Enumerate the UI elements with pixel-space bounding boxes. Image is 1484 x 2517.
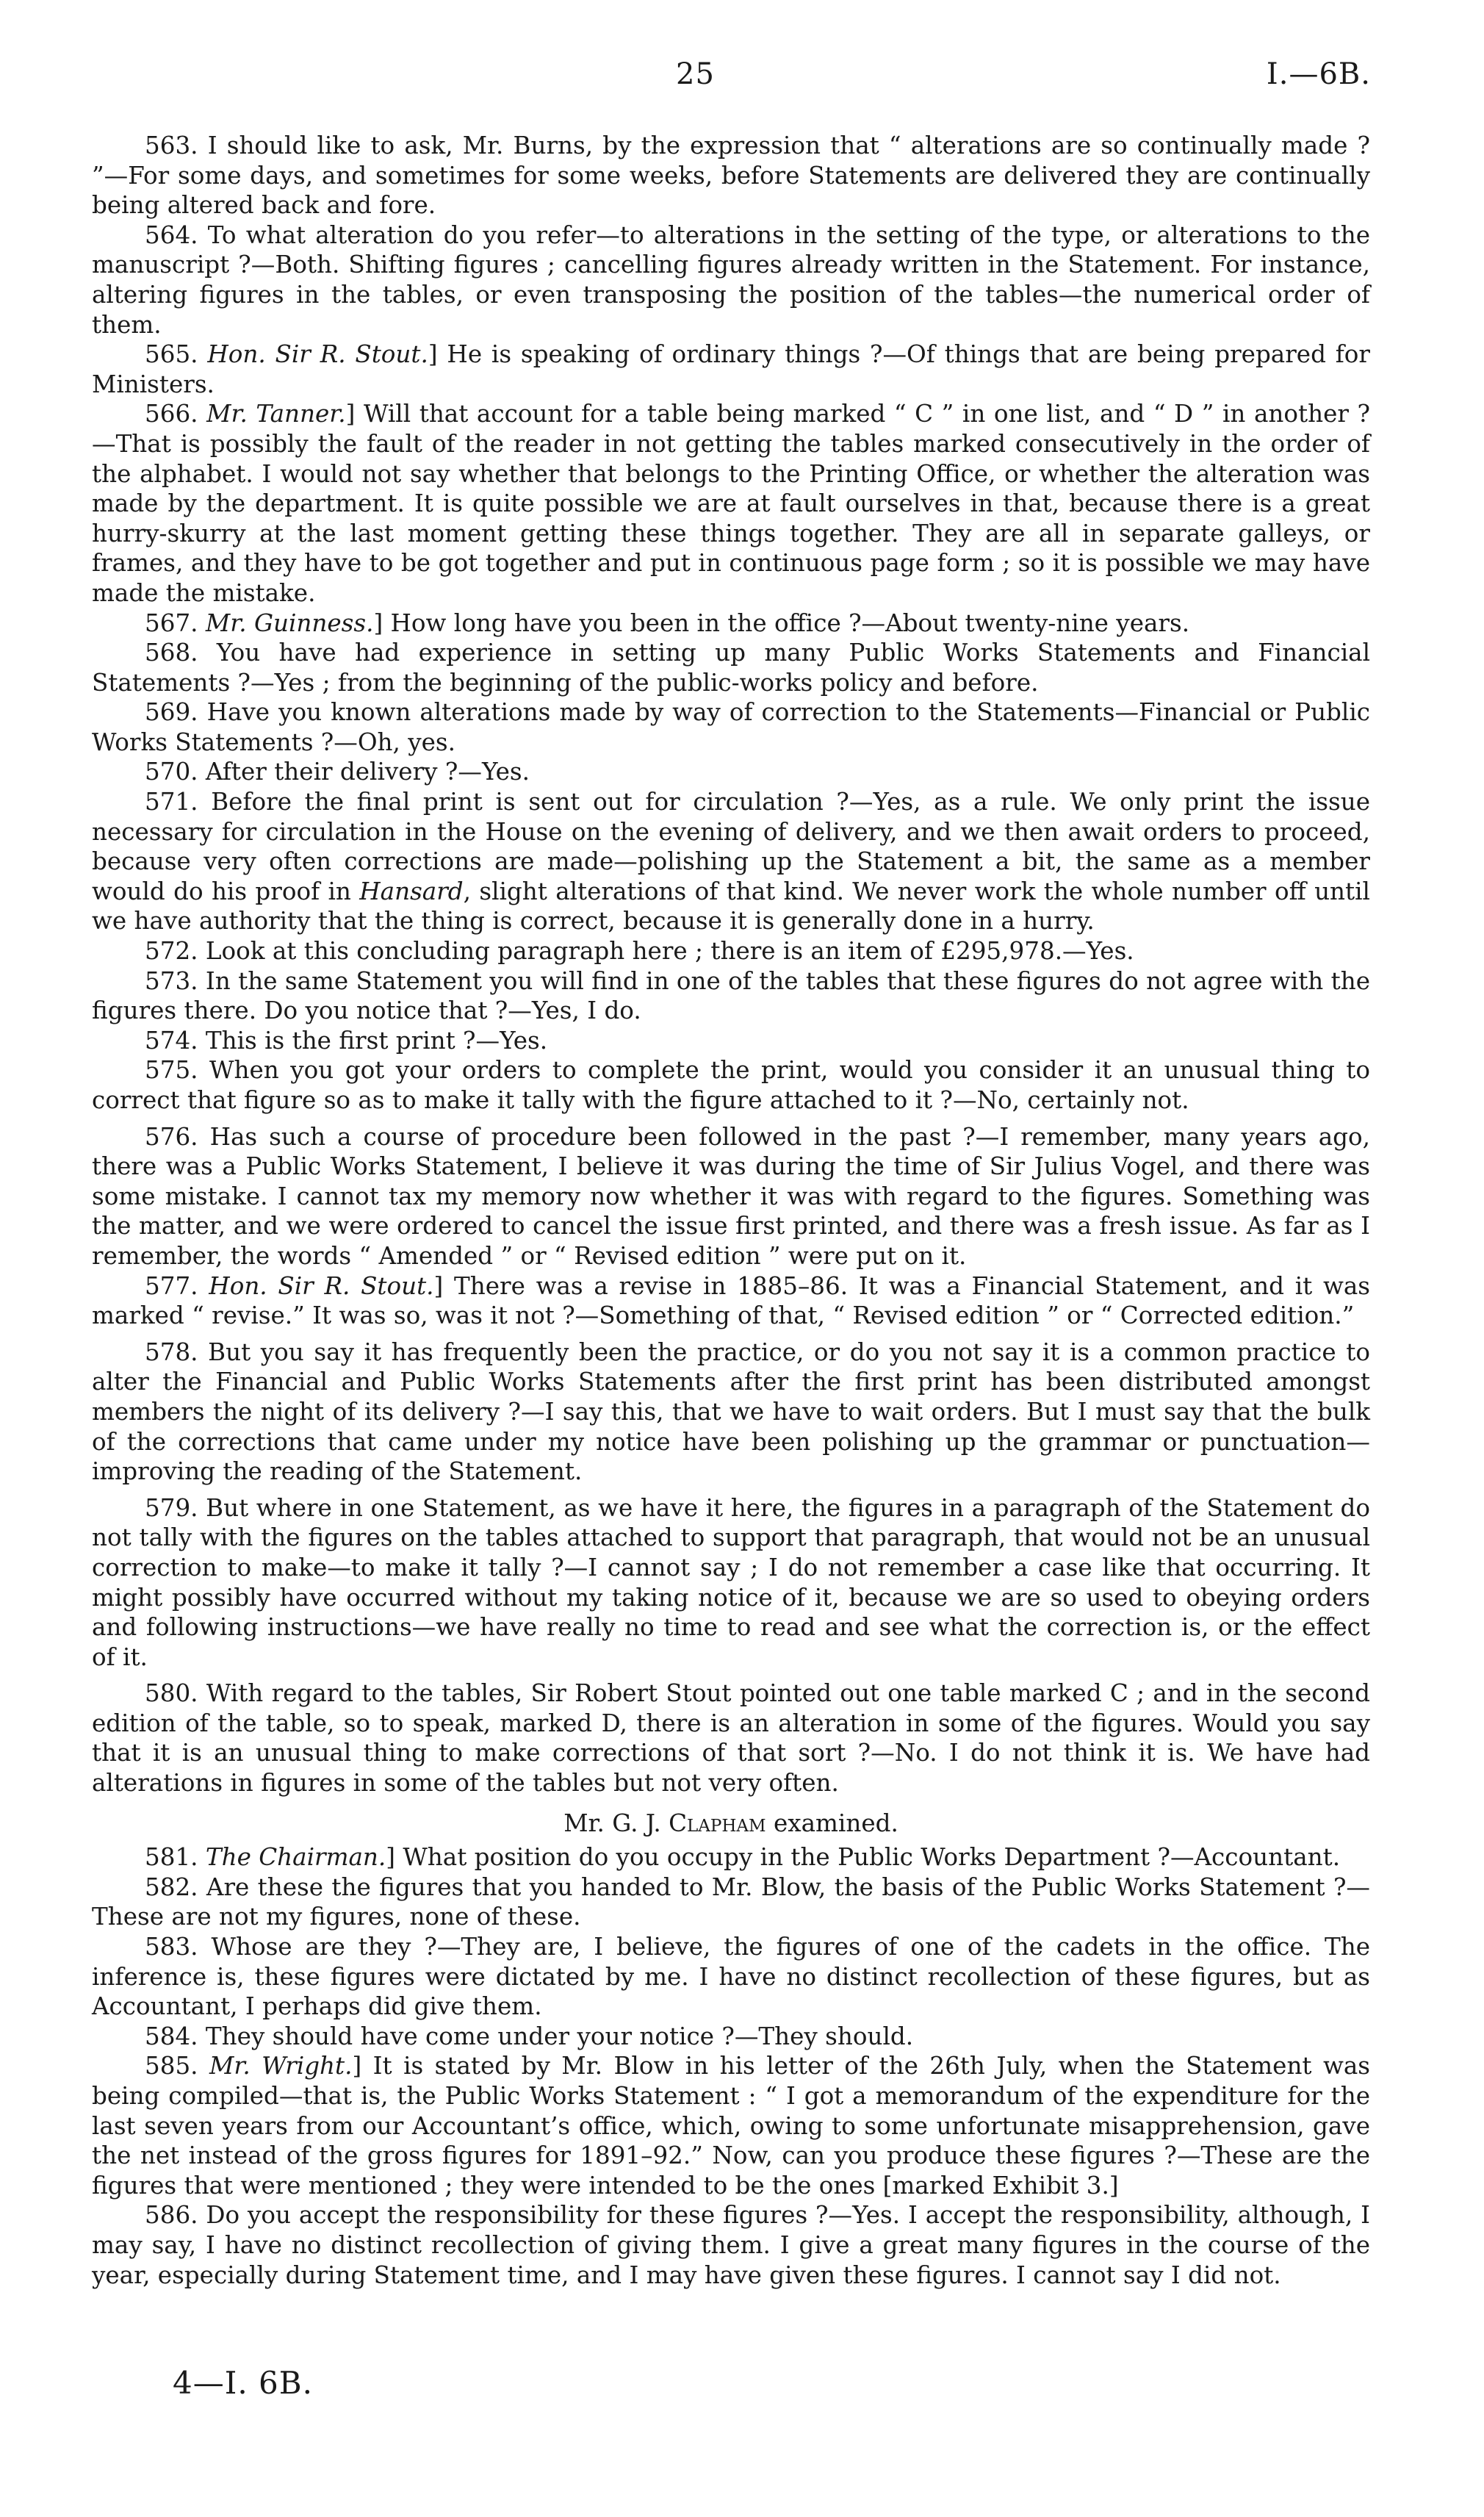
question-paragraph — [92, 1932, 1370, 2022]
question-number: 583. — [145, 1933, 198, 1961]
question-number: 572. — [145, 937, 198, 966]
question-paragraph — [92, 936, 1370, 966]
question-number: 578. — [145, 1338, 198, 1366]
question-number: 576. — [145, 1122, 198, 1151]
question-text-continued: , slight alterations of that kind. We never work the whole number off until we have authority that the thing is correct, because it is generally done in a hurry. — [92, 877, 1370, 936]
speaker-name: Hon. Sir R. Stout. — [209, 1271, 434, 1300]
heading-name: Clapham — [669, 1809, 766, 1837]
question-number: 579. — [145, 1493, 198, 1522]
question-number: 571. — [145, 788, 198, 816]
question-number: 569. — [145, 698, 198, 727]
question-paragraph — [92, 1678, 1370, 1798]
question-text: After their delivery ?—Yes. — [205, 758, 530, 786]
speaker-name: The Chairman. — [205, 1843, 386, 1872]
question-paragraph — [92, 757, 1370, 787]
speaker-name: Mr. Wright. — [209, 2052, 353, 2080]
question-text: Whose are they ?—They are, I believe, the figures of one of the cadets in the office. The inference is, these figures were dictated by me. I have no distinct recollection of these figures, but as Accountant, I perhaps did give them. — [92, 1933, 1371, 2021]
question-number: 565. — [145, 340, 198, 369]
question-paragraph — [92, 697, 1370, 757]
question-number: 570. — [145, 758, 198, 786]
question-number: 567. — [145, 608, 198, 637]
question-text: Before the final print is sent out for circulation ?—Yes, as a rule. We only print the issue necessary for circulation in the House on the evening of delivery, and we then await orders to proceed, because very often corrections are made—polishing up the Statement a bit, the same as a member would do his proof in — [92, 788, 1371, 905]
question-text: Do you accept the responsibility for these figures ?—Yes. I accept the responsibility, although, I may say, I have no distinct recollection of giving them. I give a great many figures in the course of the year, especially during Statement time, and I may have given these figures. I cannot say I did not. — [92, 2201, 1371, 2289]
question-number: 585. — [145, 2052, 198, 2080]
question-paragraph: 585. Mr. Wright.] It is stated by Mr. Blow in his letter of the 26th July, when the Statement was being compiled—that is, the Public Works Statement : “ I got a memorandum of the expenditure for the last seven years from our Accountant’s office, which, owing to some unfortunate misapprehension, gave the net instead of the gross figures for 1891–92.” Now, can you produce these figures ?—These are the figures that were mentioned ; they were intended to be the ones [marked Exhibit 3.] — [92, 2052, 1371, 2200]
question-paragraph: 577. Hon. Sir R. Stout.] There was a revise in 1885–86. It was a Financial Statement, and it was marked “ revise.” It was so, was it not ?—Something of that, “ Revised edition ” or “ Corrected edition.” — [92, 1271, 1371, 1330]
evidence-part-two — [92, 1842, 1370, 2290]
question-number: 582. — [145, 1873, 198, 1901]
question-paragraph — [92, 2022, 1370, 2052]
question-number: 573. — [145, 966, 198, 995]
question-text: Are these the figures that you handed to Mr. Blow, the basis of the Public Works Statement ?—These are not my figures, none of these. — [92, 1873, 1370, 1931]
question-text: Has such a course of procedure been followed in the past ?—I remember, many years ago, there was a Public Works Statement, I believe it was during the time of Sir Julius Vogel, and there was some mistake. I cannot tax my memory now whether it was with regard to the figures. Something was the matter, and we were ordered to cancel the issue first printed, and there was a fresh issue. As far as I remember, the words “ Amended ” or “ Revised edition ” were put on it. — [92, 1122, 1370, 1270]
question-text: There was a revise in 1885–86. It was a Financial Statement, and it was marked “ revise.” It was so, was it not ?—Something of that, “ Revised edition ” or “ Corrected edition.” — [92, 1271, 1371, 1330]
question-text: How long have you been in the office ?—About twenty-nine years. — [390, 608, 1190, 637]
question-paragraph — [92, 2200, 1370, 2290]
speaker-name: Mr. Guinness. — [205, 608, 374, 637]
question-number: 577. — [145, 1271, 198, 1300]
question-number: 584. — [145, 2022, 198, 2050]
question-number: 580. — [145, 1679, 198, 1708]
question-number: 564. — [145, 220, 198, 249]
question-paragraph — [92, 1873, 1370, 1932]
question-number: 586. — [145, 2201, 198, 2230]
question-paragraph: 566. Mr. Tanner.] Will that account for a table being marked “ C ” in one list, and “ D ” in another ?—That is possibly the fault of the reader in not getting the tables marked consecutively in the order of the alphabet. I would not say whether that belongs to the Printing Office, or whether the alteration was made by the department. It is quite possible we are at fault ourselves in that, because there is a great hurry-skurry at the last moment getting these things together. They are all in separate galleys, or frames, and they have to be got together and put in continuous page form ; so it is possible we may have made the mistake. — [92, 400, 1371, 607]
evidence-part-one — [92, 131, 1370, 1798]
section-heading — [92, 1809, 1370, 1839]
question-paragraph — [92, 1338, 1370, 1487]
question-text: Have you known alterations made by way of correction to the Statements—Financial or Public Works Statements ?—Oh, yes. — [92, 698, 1370, 756]
question-paragraph — [92, 1055, 1370, 1115]
question-text: To what alteration do you refer—to alterations in the setting of the type, or alterations to the manuscript ?—Both. Shifting figures ; cancelling figures already written in the Statement. For instance, altering figures in the tables, or even transposing the position of the tables—the numerical order of them. — [92, 220, 1370, 339]
question-text: You have had experience in setting up many Public Works Statements and Financial Statements ?—Yes ; from the beginning of the public-works policy and before. — [92, 639, 1370, 697]
question-text: This is the first print ?—Yes. — [205, 1026, 548, 1055]
question-number: 566. — [145, 400, 198, 428]
question-text: I should like to ask, Mr. Burns, by the expression that “ alterations are so continually made ? ”—For some days, and sometimes for some weeks, before Statements are delivered they are continually being altered back and fore. — [92, 132, 1370, 220]
question-text: He is speaking of ordinary things ?—Of things that are being prepared for Ministers. — [92, 340, 1370, 398]
heading-suffix: examined. — [773, 1809, 898, 1837]
question-text: But where in one Statement, as we have it here, the figures in a paragraph of the Statement do not tally with the figures on the tables attached to support that paragraph, that would not be an unusual correction to make—to make it tally ?—I cannot say ; I do not remember a case like that occurring. It might possibly have occurred without my taking notice of it, because we are so used to obeying orders and following instructions—we have really no time to read and see what the correction is, or the effect of it. — [92, 1493, 1370, 1671]
question-text: When you got your orders to complete the print, would you consider it an unusual thing to correct that figure so as to make it tally with the figure attached to it ?—No, certainly not. — [92, 1056, 1370, 1114]
question-text: It is stated by Mr. Blow in his letter of the 26th July, when the Statement was being compiled—that is, the Public Works Statement : “ I got a memorandum of the expenditure for the last seven years from our Accountant’s office, which, owing to some unfortunate misapprehension, gave the net instead of the gross figures for 1891–92.” Now, can you produce these figures ?—These are the figures that were mentioned ; they were intended to be the ones [marked Exhibit 3.] — [92, 2052, 1371, 2200]
speaker-name: Hon. Sir R. Stout. — [207, 340, 428, 369]
question-paragraph: 581. The Chairman.] What position do you occupy in the Public Works Department ?—Accountant. — [145, 1843, 1341, 1872]
question-number: 568. — [145, 639, 198, 667]
question-number: 581. — [145, 1843, 198, 1872]
question-text: With regard to the tables, Sir Robert Stout pointed out one table marked C ; and in the second edition of the table, so to speak, marked D, there is an alteration in some of the figures. Would you say that it is an unusual thing to make corrections of that sort ?—No. I do not think it is. We have had alterations in figures in some of the tables but not very often. — [92, 1679, 1370, 1798]
speaker-name: Mr. Tanner. — [206, 400, 346, 428]
page-number: 25 — [676, 57, 715, 91]
question-text: What position do you occupy in the Public Works Department ?—Accountant. — [403, 1843, 1341, 1872]
question-number: 574. — [145, 1026, 198, 1055]
question-paragraph — [92, 638, 1370, 697]
question-paragraph — [92, 1026, 1370, 1056]
question-number: 575. — [145, 1056, 198, 1085]
question-paragraph — [92, 787, 1370, 936]
document-reference: I.—6B. — [1266, 57, 1371, 91]
question-paragraph — [92, 220, 1370, 340]
question-paragraph — [92, 1122, 1370, 1271]
question-text: Look at this concluding paragraph here ; there is an item of £295,978.—Yes. — [205, 937, 1134, 966]
question-paragraph: 567. Mr. Guinness.] How long have you been in the office ?—About twenty-nine years. — [145, 608, 1190, 637]
heading-prefix: Mr. G. J. — [563, 1809, 661, 1837]
question-paragraph — [92, 131, 1370, 220]
question-paragraph — [92, 1493, 1370, 1673]
question-text: Will that account for a table being marked “ C ” in one list, and “ D ” in another ?—That is possibly the fault of the reader in not getting the tables marked consecutively in the order of the alphabet. I would not say whether that belongs to the Printing Office, or whether the alteration was made by the department. It is quite possible we are at fault ourselves in that, because there is a great hurry-skurry at the last moment getting these things together. They are all in separate galleys, or frames, and they have to be got together and put in continuous page form ; so it is possible we may have made the mistake. — [92, 400, 1371, 607]
question-text: In the same Statement you will find in one of the tables that these figures do not agree with the figures there. Do you notice that ?—Yes, I do. — [92, 966, 1370, 1025]
question-text: But you say it has frequently been the practice, or do you not say it is a common practice to alter the Financial and Public Works Statements after the first print has been distributed amongst members the night of its delivery ?—I say this, that we have to wait orders. But I must say that the bulk of the corrections that came under my notice have been polishing up the grammar or punctuation—improving the reading of the Statement. — [92, 1338, 1370, 1486]
question-paragraph — [92, 966, 1370, 1026]
question-number: 563. — [145, 132, 198, 159]
question-text: They should have come under your notice ?—They should. — [205, 2022, 914, 2050]
signature-mark: 4—I. 6B. — [173, 2365, 313, 2401]
italic-reference: Hansard — [359, 877, 464, 905]
evidence-body — [92, 131, 1370, 2290]
question-paragraph: 565. Hon. Sir R. Stout.] He is speaking of ordinary things ?—Of things that are being prepared for Ministers. — [92, 340, 1370, 398]
